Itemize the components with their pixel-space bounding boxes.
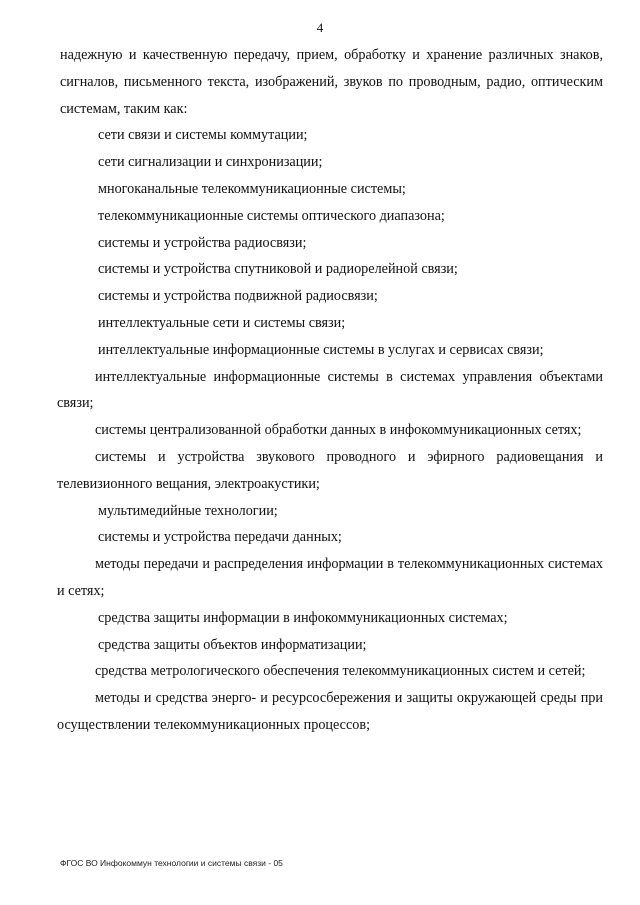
list-item: интеллектуальные информационные системы в услугах и сервисах связи; — [98, 341, 544, 358]
list-item: методы передачи и распределения информации в телекоммуникационных системах и сетях; — [57, 556, 603, 599]
list-item: средства метрологического обеспечения телекоммуникационных систем и сетей; — [95, 663, 586, 680]
document-body — [57, 42, 603, 739]
list-item: системы и устройства звукового проводного и эфирного радиовещания и телевизионного вещания, электроакустики; — [57, 448, 603, 492]
list-item: системы и устройства передачи данных; — [98, 529, 342, 546]
list-item: системы и устройства подвижной радиосвязи; — [98, 288, 378, 305]
list-item: многоканальные телекоммуникационные системы; — [98, 180, 406, 197]
intro-paragraph: надежную и качественную передачу, прием, обработку и хранение различных знаков, сигналов, письменного текста, изображений, звуков по проводным, радио, оптическим системам, таким как: — [60, 47, 603, 117]
list-item: интеллектуальные информационные системы в системах управления объектами связи; — [57, 368, 603, 412]
list-item: системы и устройства спутниковой и радиорелейной связи; — [98, 261, 458, 278]
list-item: системы централизованной обработки данных в инфокоммуникационных сетях; — [95, 422, 582, 439]
list-item: средства защиты объектов информатизации; — [98, 636, 367, 653]
footer-text: ФГОС ВО Инфокоммун технологии и системы связи - 05 — [60, 858, 283, 868]
list-item: телекоммуникационные системы оптического диапазона; — [98, 207, 445, 224]
page-number: 4 — [316, 20, 324, 35]
list-item: методы и средства энерго- и ресурсосбережения и защиты окружающей среды при осуществлении телекоммуникационных процессов; — [57, 690, 603, 733]
list-item: сети сигнализации и синхронизации; — [98, 154, 323, 171]
list-item: сети связи и системы коммутации; — [98, 127, 308, 144]
list-item: мультимедийные технологии; — [98, 502, 278, 519]
list-item: системы и устройства радиосвязи; — [98, 234, 307, 251]
list-item: интеллектуальные сети и системы связи; — [98, 314, 346, 331]
list-item: средства защиты информации в инфокоммуникационных системах; — [98, 609, 508, 626]
